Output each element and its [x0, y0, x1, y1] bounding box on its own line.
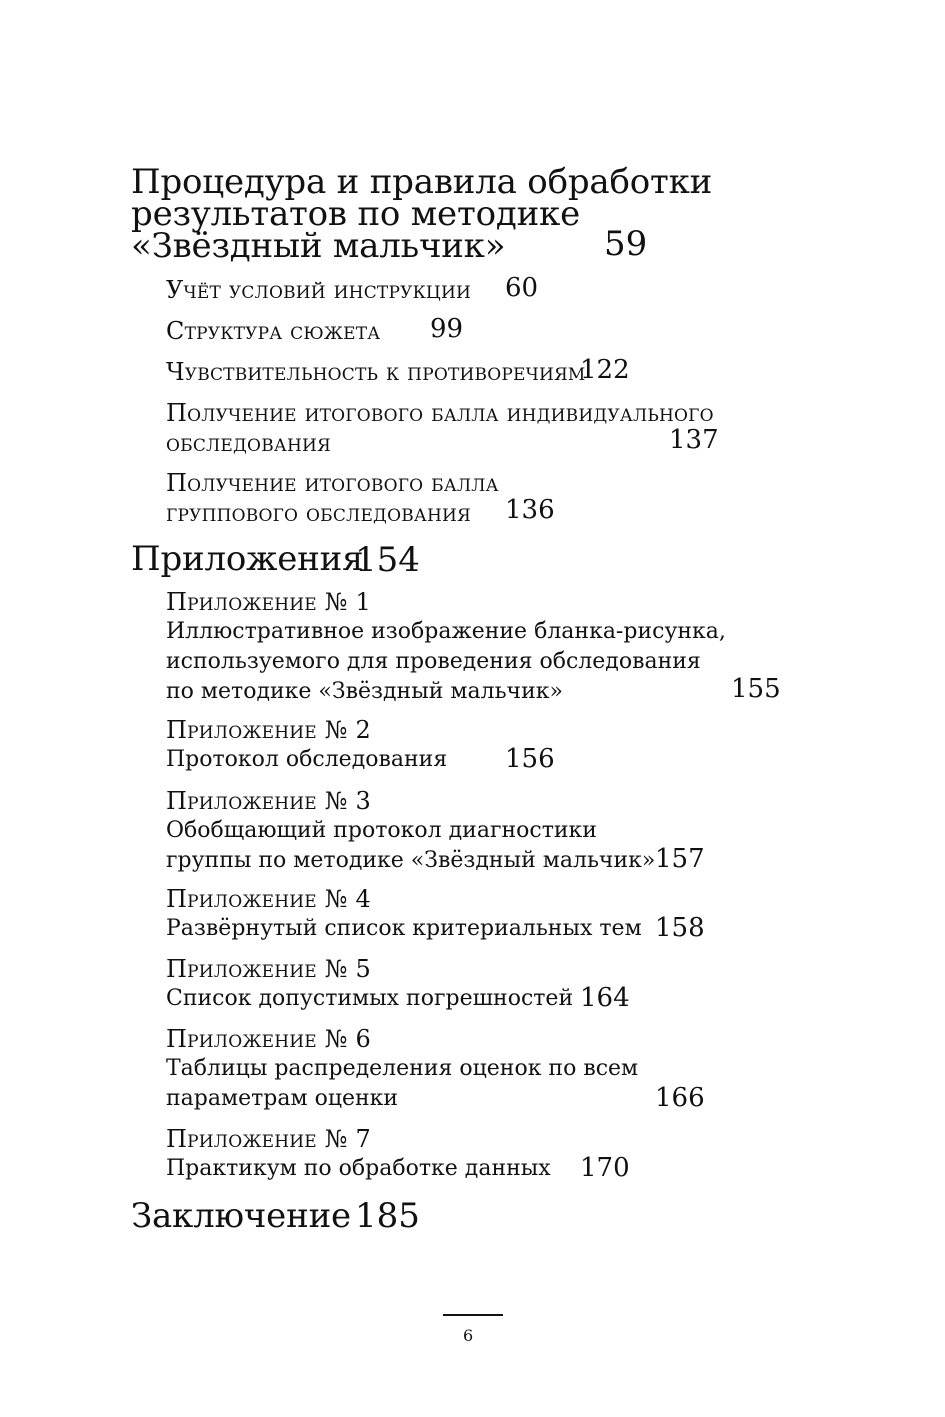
page-number: 156 [505, 744, 555, 774]
toc-entry: Практикум по обработке данных [166, 1156, 551, 1181]
toc-entry [166, 1054, 638, 1114]
toc-entry: Структура сюжета [166, 317, 381, 345]
appendix-label: Приложение № 2 [166, 716, 371, 744]
toc-entry [166, 617, 726, 707]
section-title-conclusion: Заключение [131, 1196, 351, 1236]
page-number: 157 [655, 844, 705, 874]
entry-line: параметрам оценки [166, 1086, 399, 1111]
page-number: 155 [731, 674, 781, 704]
appendix-label: Приложение № 3 [166, 787, 371, 815]
entry-line: группового обследования [166, 499, 471, 527]
toc-entry [166, 468, 499, 528]
folio-page-number: 6 [463, 1326, 474, 1345]
page-number: 137 [669, 425, 719, 455]
toc-entry: Развёрнутый список критериальных тем [166, 916, 642, 941]
page-number: 59 [604, 224, 648, 264]
appendix-label: Приложение № 6 [166, 1025, 371, 1053]
entry-line: Таблицы распределения оценок по всем [166, 1056, 639, 1081]
footer-rule [443, 1314, 503, 1316]
page-number: 154 [355, 540, 420, 580]
page-number: 166 [655, 1083, 705, 1113]
page-number: 158 [655, 913, 705, 943]
toc-entry [166, 816, 655, 876]
page-number: 122 [580, 355, 630, 385]
toc-entry: Список допустимых погрешностей [166, 986, 574, 1011]
entry-line: Получение итогового балла [166, 469, 499, 497]
section-title-appendices: Приложения [131, 539, 364, 579]
toc-entry: Протокол обследования [166, 747, 448, 772]
page-number: 164 [580, 983, 630, 1013]
page-number: 185 [355, 1196, 420, 1236]
appendix-label: Приложение № 4 [166, 885, 371, 913]
toc-entry [166, 398, 714, 458]
page-number: 99 [430, 314, 464, 344]
title-line: результатов по методике [131, 194, 581, 234]
toc-entry: Чувствительность к противоречиям [166, 358, 586, 386]
page-number: 136 [505, 495, 555, 525]
page-number: 170 [580, 1153, 630, 1183]
appendix-label: Приложение № 7 [166, 1125, 371, 1153]
entry-line: по методике «Звёздный мальчик» [166, 679, 563, 704]
toc-entry: Учёт условий инструкции [166, 276, 472, 304]
title-line: Процедура и правила обработки [131, 162, 713, 202]
entry-line: Получение итогового балла индивидуального [166, 399, 714, 427]
entry-line: обследования [166, 429, 331, 457]
page-number: 60 [505, 273, 539, 303]
entry-line: группы по методике «Звёздный мальчик» [166, 848, 656, 873]
entry-line: Обобщающий протокол диагностики [166, 818, 597, 843]
entry-line: Иллюстративное изображение бланка-рисунка, [166, 619, 726, 644]
title-line: «Звёздный мальчик» [131, 226, 506, 266]
appendix-label: Приложение № 1 [166, 588, 371, 616]
appendix-label: Приложение № 5 [166, 955, 371, 983]
entry-line: используемого для проведения обследования [166, 649, 701, 674]
